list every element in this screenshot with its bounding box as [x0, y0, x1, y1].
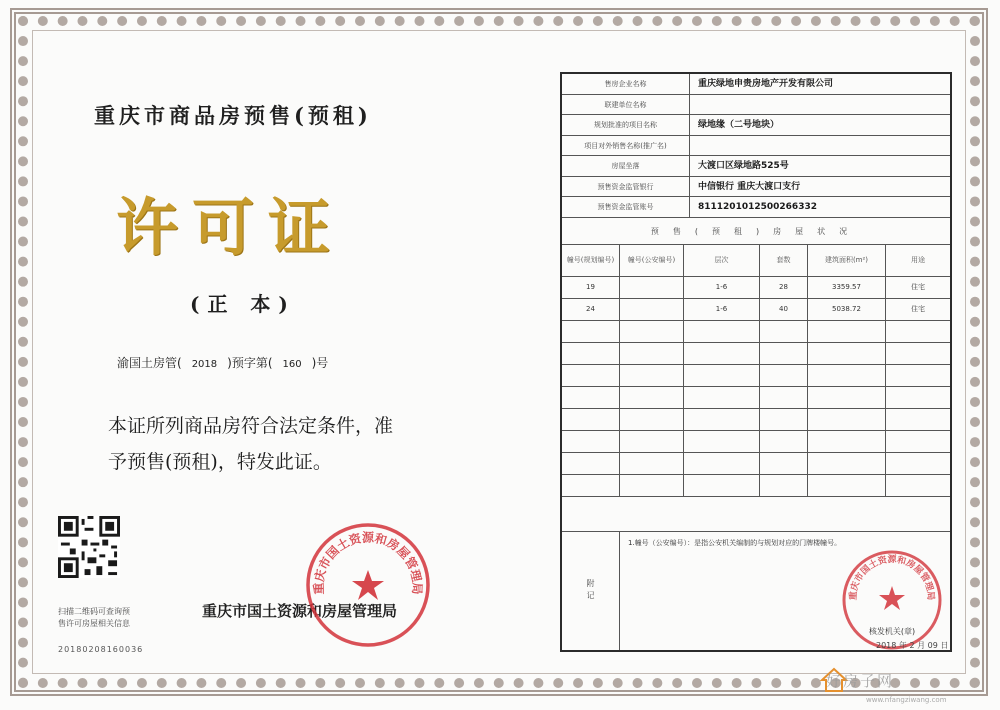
info-value	[690, 95, 950, 115]
table-cell: 5038.72	[808, 299, 886, 320]
table-cell	[886, 409, 950, 430]
info-label: 房屋坐落	[562, 156, 690, 176]
table-cell	[620, 431, 684, 452]
info-section	[562, 74, 950, 218]
info-label: 联建单位名称	[562, 95, 690, 115]
column-header: 套数	[760, 245, 808, 276]
table-cell: 19	[562, 277, 620, 298]
table-cell	[808, 409, 886, 430]
table-cell	[760, 387, 808, 408]
license-heading: 许可证	[116, 191, 345, 264]
qr-caption-line-2: 售许可房屋相关信息	[58, 619, 130, 628]
body-line-2: 予预售(预租)，特发此证。	[108, 451, 332, 473]
table-row-empty	[562, 343, 950, 365]
table-cell	[760, 343, 808, 364]
permit-year: 2018	[191, 359, 218, 370]
table-row-empty	[562, 431, 950, 453]
table-row-empty	[562, 475, 950, 497]
table-cell	[684, 409, 760, 430]
notes-label: 附记	[562, 532, 620, 650]
issue-date: 2018 年 2 月 09 日	[876, 641, 949, 650]
column-header: 用途	[911, 256, 925, 264]
info-value: 8111201012500266332	[698, 202, 817, 212]
info-label: 售房企业名称	[562, 74, 690, 94]
table-cell	[620, 299, 684, 320]
right-seal-text: 重庆市国土资源和房屋管理局	[848, 555, 936, 601]
qr-caption	[58, 606, 130, 630]
table-row-empty	[562, 321, 950, 343]
status-section-title: 预售(预租)房屋状况	[562, 218, 950, 245]
table-cell	[760, 321, 808, 342]
table-cell	[562, 321, 620, 342]
table-cell: 3359.57	[808, 277, 886, 298]
info-label: 预售资金监管账号	[562, 197, 690, 217]
table-cell	[886, 343, 950, 364]
table-cell	[562, 387, 620, 408]
table-cell	[808, 387, 886, 408]
table-row	[562, 277, 950, 299]
original-copy-label: (正 本)	[190, 292, 296, 316]
table-cell	[684, 343, 760, 364]
column-header: 幢号(规划编号)	[562, 245, 620, 276]
table-cell	[760, 409, 808, 430]
permit-number	[117, 354, 328, 371]
serial-number: 20180208160036	[58, 645, 144, 654]
table-cell: 28	[760, 277, 808, 298]
info-row	[562, 95, 950, 116]
info-row	[562, 136, 950, 157]
info-row	[562, 115, 950, 136]
left-seal-text: 重庆市国土资源和房屋管理局	[311, 530, 425, 595]
notes-text: 1.幢号（公安编号）：是指公安机关编制的与规划对应的门牌楼幢号。	[628, 539, 842, 547]
info-value: 大渡口区绿地路525号	[698, 161, 789, 171]
table-cell	[886, 431, 950, 452]
table-row-empty	[562, 409, 950, 431]
table-cell	[886, 475, 950, 496]
table-cell: 1-6	[684, 277, 760, 298]
table-cell: 住宅	[911, 305, 925, 313]
table-row-empty	[562, 387, 950, 409]
table-cell	[684, 453, 760, 474]
table-cell	[760, 365, 808, 386]
watermark-text: 好房子网	[826, 672, 895, 690]
info-label: 项目对外销售名称(推广名)	[562, 136, 690, 156]
column-header: 建筑面积(m²)	[808, 245, 886, 276]
info-row	[562, 74, 950, 95]
table-cell	[562, 343, 620, 364]
table-cell	[886, 387, 950, 408]
table-cell	[684, 387, 760, 408]
table-cell	[808, 343, 886, 364]
table-row-empty	[562, 365, 950, 387]
table-cell: 24	[562, 299, 620, 320]
table-cell	[562, 431, 620, 452]
info-value: 绿地缘（二号地块）	[698, 120, 780, 130]
table-cell	[620, 387, 684, 408]
info-row	[562, 177, 950, 198]
table-cell	[808, 365, 886, 386]
permit-middle: )预字第(	[227, 356, 273, 370]
qr-code-icon	[58, 516, 120, 578]
qr-caption-line-1: 扫描二维码可查询预	[58, 607, 130, 616]
info-value: 中信银行 重庆大渡口支行	[698, 181, 801, 192]
table-cell	[620, 453, 684, 474]
table-cell	[620, 343, 684, 364]
permit-suffix: )号	[311, 356, 329, 370]
info-label: 预售资金监管银行	[562, 177, 690, 197]
table-body	[562, 277, 950, 497]
table-cell	[684, 321, 760, 342]
table-cell	[562, 453, 620, 474]
table-cell	[808, 475, 886, 496]
table-cell	[886, 365, 950, 386]
permit-prefix: 渝国土房管(	[117, 356, 182, 370]
column-header: 幢号(公安编号)	[620, 245, 684, 276]
table-cell	[562, 475, 620, 496]
info-value: 重庆绿地申贵房地产开发有限公司	[698, 79, 834, 89]
table-row	[562, 299, 950, 321]
table-cell	[562, 365, 620, 386]
table-cell	[760, 431, 808, 452]
info-value	[690, 136, 950, 156]
table-cell	[886, 453, 950, 474]
table-cell	[760, 475, 808, 496]
issuing-seal-icon	[840, 548, 944, 652]
table-cell	[620, 365, 684, 386]
certificate-title: 重庆市商品房预售(预租)	[94, 103, 372, 128]
certificate-body	[108, 408, 468, 480]
stamp-caption: 核发机关(章)	[868, 627, 916, 636]
table-cell	[684, 431, 760, 452]
table-cell	[808, 431, 886, 452]
table-cell	[620, 321, 684, 342]
table-row-empty	[562, 453, 950, 475]
watermark-url: www.nfangziwang.com	[866, 696, 947, 704]
table-cell	[620, 277, 684, 298]
table-cell	[808, 453, 886, 474]
table-cell: 住宅	[911, 283, 925, 291]
table-cell	[620, 409, 684, 430]
table-cell: 1-6	[684, 299, 760, 320]
info-row	[562, 156, 950, 177]
permit-serial-number: 160	[282, 359, 302, 370]
table-cell	[684, 475, 760, 496]
info-label: 规划批准的项目名称	[562, 115, 690, 135]
table-cell	[760, 453, 808, 474]
table-header-row	[562, 245, 950, 277]
table-cell	[684, 365, 760, 386]
table-cell: 40	[760, 299, 808, 320]
table-cell	[562, 409, 620, 430]
body-line-1: 本证所列商品房符合法定条件，准	[108, 415, 394, 437]
issuing-authority: 重庆市国土资源和房屋管理局	[202, 602, 398, 620]
table-cell	[808, 321, 886, 342]
table-cell	[620, 475, 684, 496]
table-cell	[886, 321, 950, 342]
column-header: 层次	[684, 245, 760, 276]
official-seal-icon	[303, 520, 433, 650]
info-row	[562, 197, 950, 218]
